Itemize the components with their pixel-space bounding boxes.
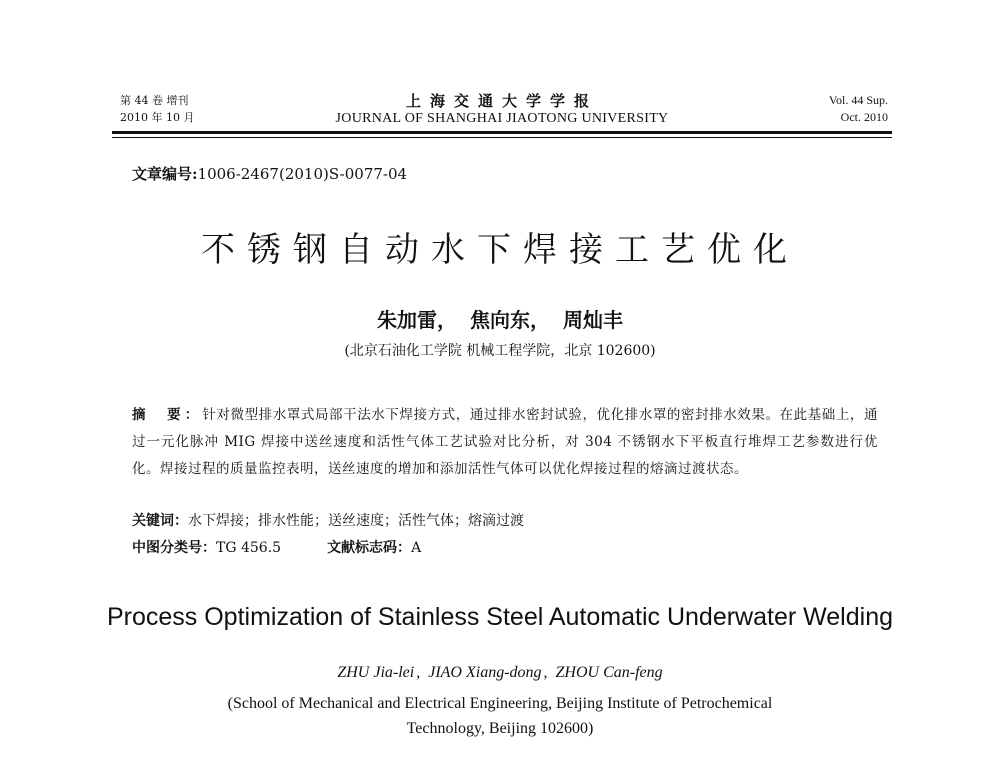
- date-cn: 2010 年 10 月: [120, 111, 195, 124]
- abstract-text: 针对微型排水罩式局部干法水下焊接方式，通过排水密封试验，优化排水罩的密封排水效果。在此基础上，通过一元化脉冲 MIG 焊接中送丝速度和活性气体工艺试验对比分析，对 304 不锈钢水下平板直行堆焊工艺参数进行优化。焊接过程的质量监控表明，送丝速度的增加和添加活性气体可以优化焊接过程的熔滴过渡状态。: [132, 407, 879, 477]
- volume-en: Vol. 44 Sup.: [828, 93, 888, 107]
- abstract: [132, 402, 878, 483]
- header-center: [112, 92, 892, 128]
- journal-name-en: JOURNAL OF SHANGHAI JIAOTONG UNIVERSITY: [335, 111, 669, 126]
- affiliation-en-line2: Technology, Beijing 102600): [406, 720, 594, 737]
- author-en: ZHOU Can-feng: [555, 664, 663, 681]
- keywords: [132, 510, 524, 530]
- article-number-value: 1006-2467(2010)S-0077-04: [197, 165, 408, 183]
- abstract-label: 摘 要：: [132, 407, 203, 423]
- header-right: [829, 92, 888, 126]
- clc-label: 中图分类号：: [132, 540, 216, 556]
- keywords-label: 关键词：: [132, 513, 188, 529]
- doc-code-label: 文献标志码：: [327, 540, 412, 556]
- author-separator: ,: [416, 664, 421, 681]
- journal-name-cn: 上海交通大学学报: [405, 92, 598, 110]
- journal-header: [112, 88, 892, 136]
- article-number: [132, 163, 407, 184]
- title-cn: 不锈钢自动水下焊接工艺优化: [201, 230, 799, 270]
- authors-en: [0, 664, 1000, 682]
- article-number-label: 文章编号:: [132, 165, 198, 183]
- author-en: ZHU Jia-lei: [337, 664, 415, 681]
- authors-cn: 朱加雷， 焦向东， 周灿丰: [377, 308, 623, 332]
- affiliation-cn: (北京石油化工学院 机械工程学院，北京 102600): [344, 343, 656, 359]
- date-en: Oct. 2010: [840, 110, 888, 124]
- author-separator: ,: [543, 664, 548, 681]
- classification: [132, 537, 421, 557]
- author-en: JIAO Xiang-dong: [428, 664, 542, 681]
- volume-cn: 第 44 卷 增刊: [120, 94, 189, 107]
- keywords-text: 水下焊接；排水性能；送丝速度；活性气体；熔滴过渡: [188, 513, 524, 529]
- affiliation-en-line1: (School of Mechanical and Electrical Engineering, Beijing Institute of Petrochemical: [227, 695, 773, 712]
- clc-value: TG 456.5: [216, 540, 282, 556]
- title-en: Process Optimization of Stainless Steel Automatic Underwater Welding: [106, 603, 893, 631]
- doc-code-value: A: [411, 540, 422, 556]
- header-rule-thick: [112, 131, 892, 134]
- affiliation-en: [0, 691, 1000, 741]
- header-rule-thin: [112, 137, 892, 138]
